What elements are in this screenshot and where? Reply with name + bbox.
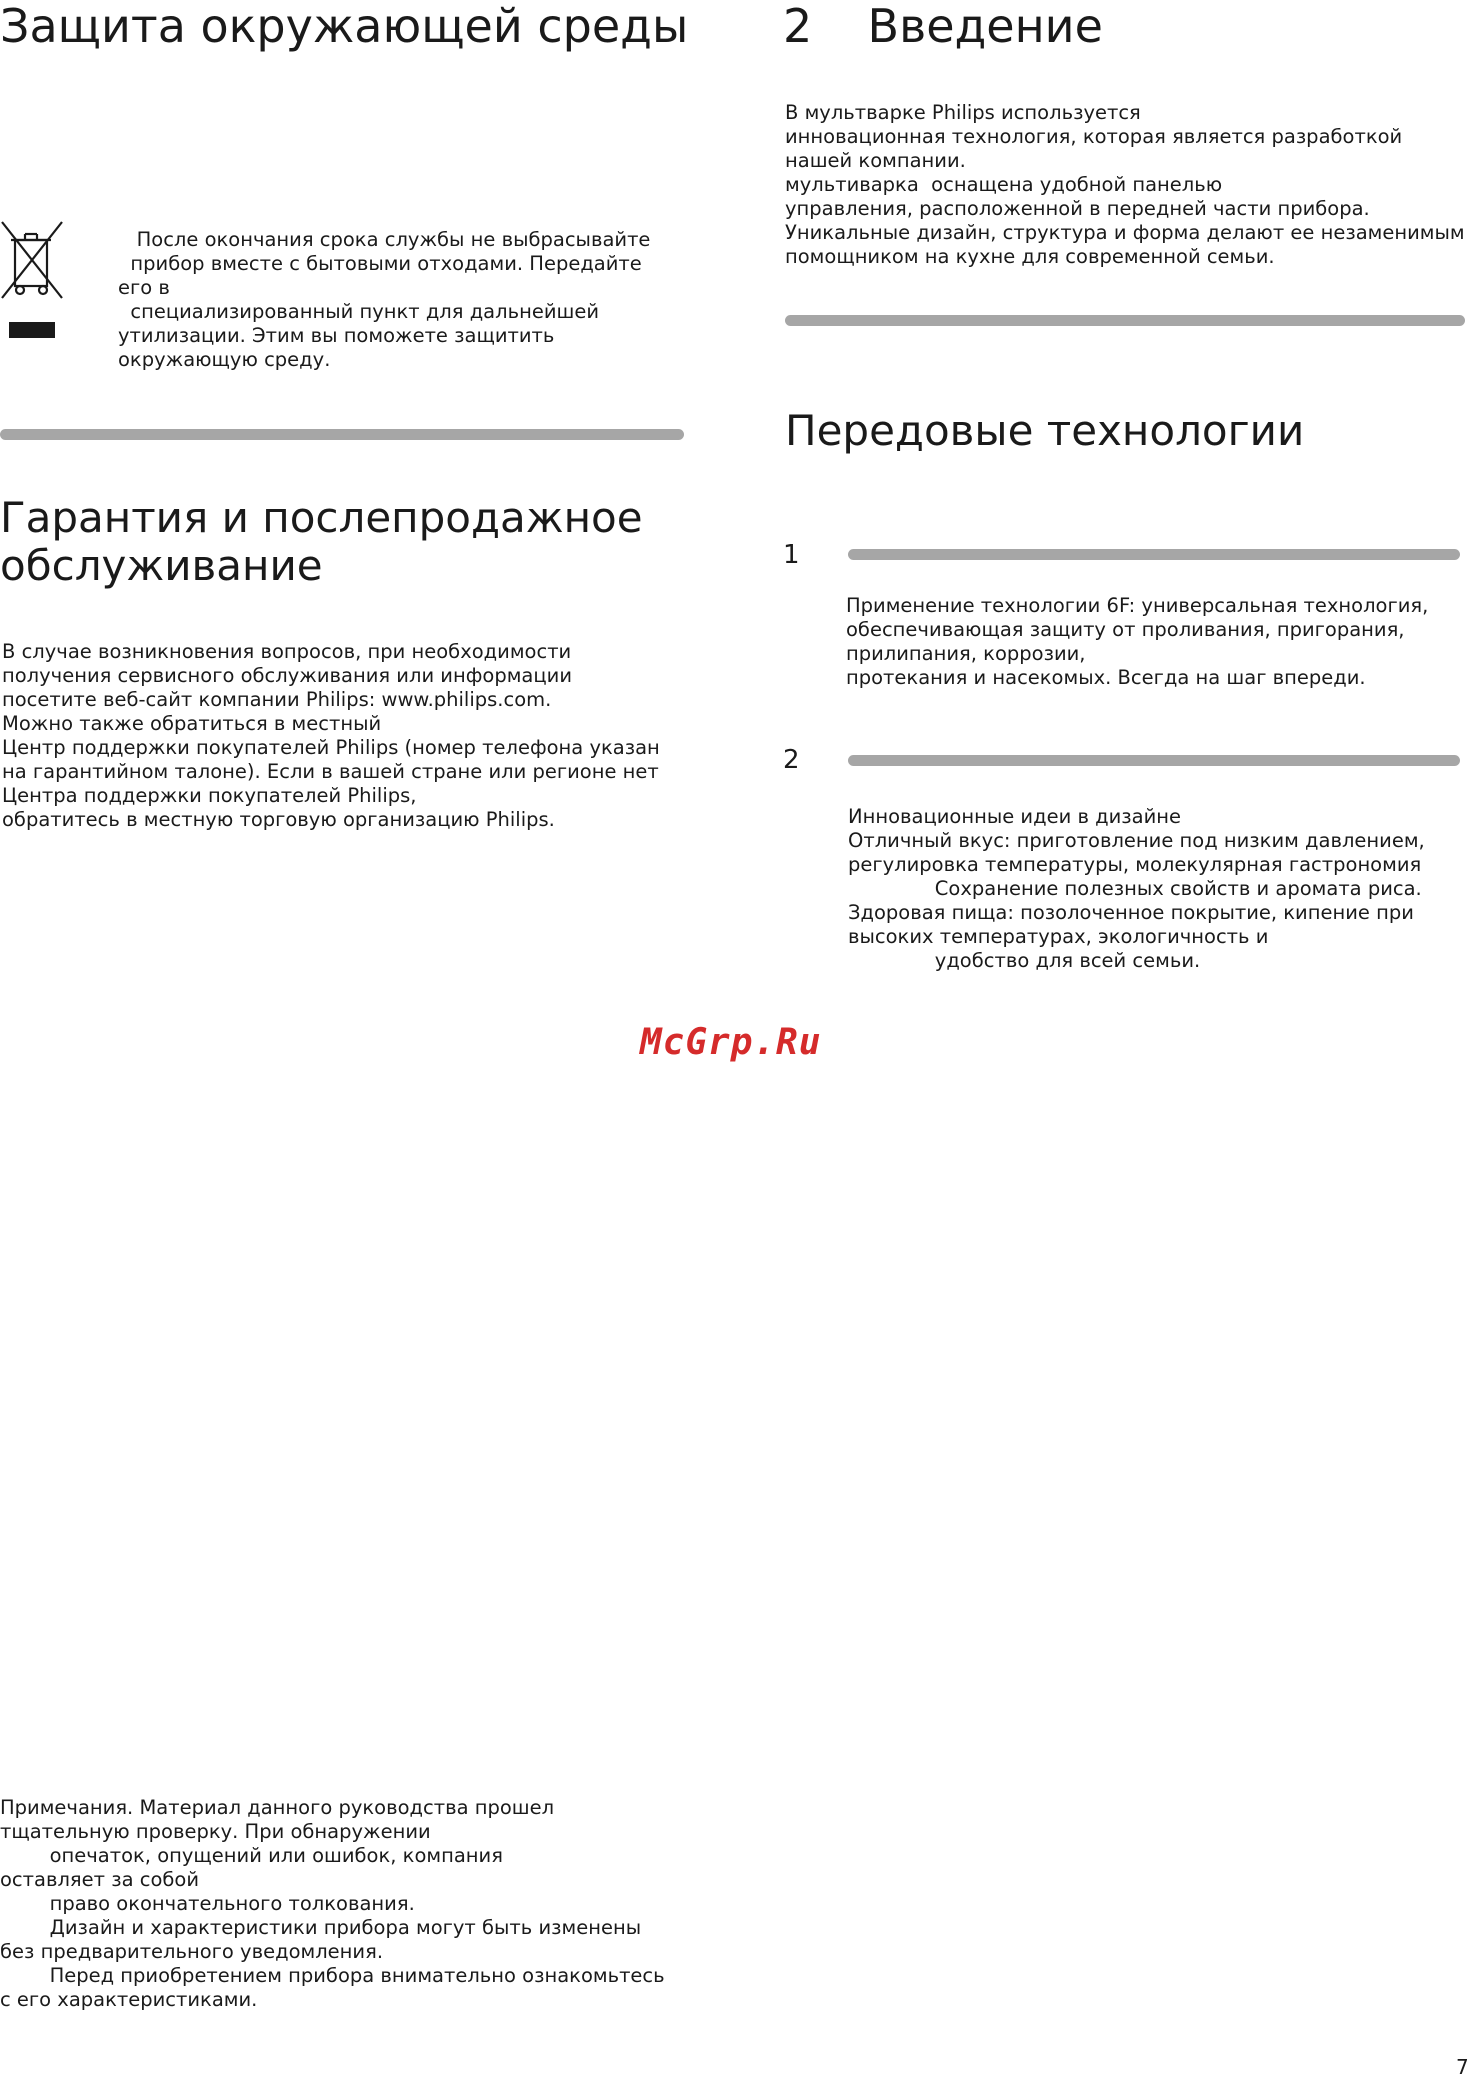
env-text-line: После окончания срока службы не выбрасывайте (118, 228, 651, 251)
notes-text-line: опечаток, опущений или ошибок, компания (0, 1844, 503, 1867)
tech-item-line: прилипания, коррозии, (846, 642, 1086, 665)
env-text-line: окружающую среду. (118, 348, 331, 371)
notes-text-line: оставляет за собой (0, 1868, 199, 1891)
section-title: Введение (867, 0, 1103, 53)
weee-bin-icon (0, 220, 64, 342)
env-text-line: утилизации. Этим вы поможете защитить (118, 324, 555, 347)
warranty-text-line: Центра поддержки покупателей Philips, (2, 784, 417, 807)
warranty-text (2, 640, 682, 832)
tech-item-line: высоких температурах, экологичность и (848, 925, 1269, 948)
tech-item-line: Здоровая пища: позолоченное покрытие, кипение при (848, 901, 1414, 924)
intro-text-line: В мультварке Philips используется (785, 101, 1141, 124)
divider-bar (0, 429, 684, 440)
notes-text (0, 1796, 680, 2012)
item-divider-bar (848, 549, 1460, 560)
notes-text-line: с его характеристиками. (0, 1988, 258, 2011)
watermark: McGrp.Ru (640, 1022, 822, 1063)
item-number: 2 (783, 745, 800, 775)
section-number: 2 (783, 0, 813, 53)
tech-item-line: удобство для всей семьи. (848, 949, 1201, 972)
tech-item-line: Применение технологии 6F: универсальная технология, (846, 594, 1429, 617)
warranty-title-line: Гарантия и послепродажное (0, 493, 643, 542)
warranty-text-line: Центр поддержки покупателей Philips (номер телефона указан (2, 736, 660, 759)
env-text-line: его в (118, 276, 170, 299)
intro-text-line: помощником на кухне для современной семьи. (785, 245, 1275, 268)
intro-text-line: управления, расположенной в передней части прибора. (785, 197, 1370, 220)
warranty-text-line: Можно также обратиться в местный (2, 712, 382, 735)
tech-title: Передовые технологии (785, 406, 1305, 455)
divider-bar (785, 315, 1465, 326)
notes-text-line: Перед приобретением прибора внимательно ознакомьтесь (0, 1964, 665, 1987)
notes-text-line: без предварительного уведомления. (0, 1940, 384, 1963)
intro-text-line: Уникальные дизайн, структура и форма делают ее незаменимым (785, 221, 1465, 244)
tech-item-line: протекания и насекомых. Всегда на шаг впереди. (846, 666, 1366, 689)
tech-item-text (846, 594, 1466, 690)
intro-text-line: нашей компании. (785, 149, 966, 172)
env-text-line: специализированный пункт для дальнейшей (118, 300, 600, 323)
intro-text-line: мультиварка оснащена удобной панелью (785, 173, 1223, 196)
intro-text-line: инновационная технология, которая является разработкой (785, 125, 1403, 148)
warranty-title (0, 494, 680, 590)
warranty-title-line: обслуживание (0, 541, 323, 590)
notes-text-line: право окончательного толкования. (0, 1892, 415, 1915)
notes-text-line: Дизайн и характеристики прибора могут быть изменены (0, 1916, 642, 1939)
item-divider-bar (848, 755, 1460, 766)
env-title: Защита окружающей среды (0, 0, 689, 53)
warranty-text-line: обратитесь в местную торговую организацию Philips. (2, 808, 555, 831)
warranty-text-line: В случае возникновения вопросов, при необходимости (2, 640, 572, 663)
tech-item-line: Инновационные идеи в дизайне (848, 805, 1182, 828)
notes-text-line: тщательную проверку. При обнаружении (0, 1820, 431, 1843)
tech-item-line: Сохранение полезных свойств и аромата риса. (848, 877, 1422, 900)
warranty-text-line: на гарантийном талоне). Если в вашей стране или регионе нет (2, 760, 659, 783)
tech-item-line: обеспечивающая защиту от проливания, пригорания, (846, 618, 1405, 641)
notes-text-line: Примечания. Материал данного руководства прошел (0, 1796, 555, 1819)
page-number: 7 (1456, 2055, 1469, 2079)
env-text-line: прибор вместе с бытовыми отходами. Передайте (118, 252, 642, 275)
intro-text (785, 101, 1465, 269)
env-text (118, 228, 658, 372)
tech-item-line: Отличный вкус: приготовление под низким давлением, (848, 829, 1425, 852)
section-heading (783, 0, 1103, 52)
warranty-text-line: получения сервисного обслуживания или информации (2, 664, 572, 687)
warranty-text-line: посетите веб-сайт компании Philips: www.philips.com. (2, 688, 552, 711)
tech-item-line: регулировка температуры, молекулярная гастрономия (848, 853, 1422, 876)
item-number: 1 (783, 540, 800, 570)
tech-item-text (848, 805, 1468, 973)
